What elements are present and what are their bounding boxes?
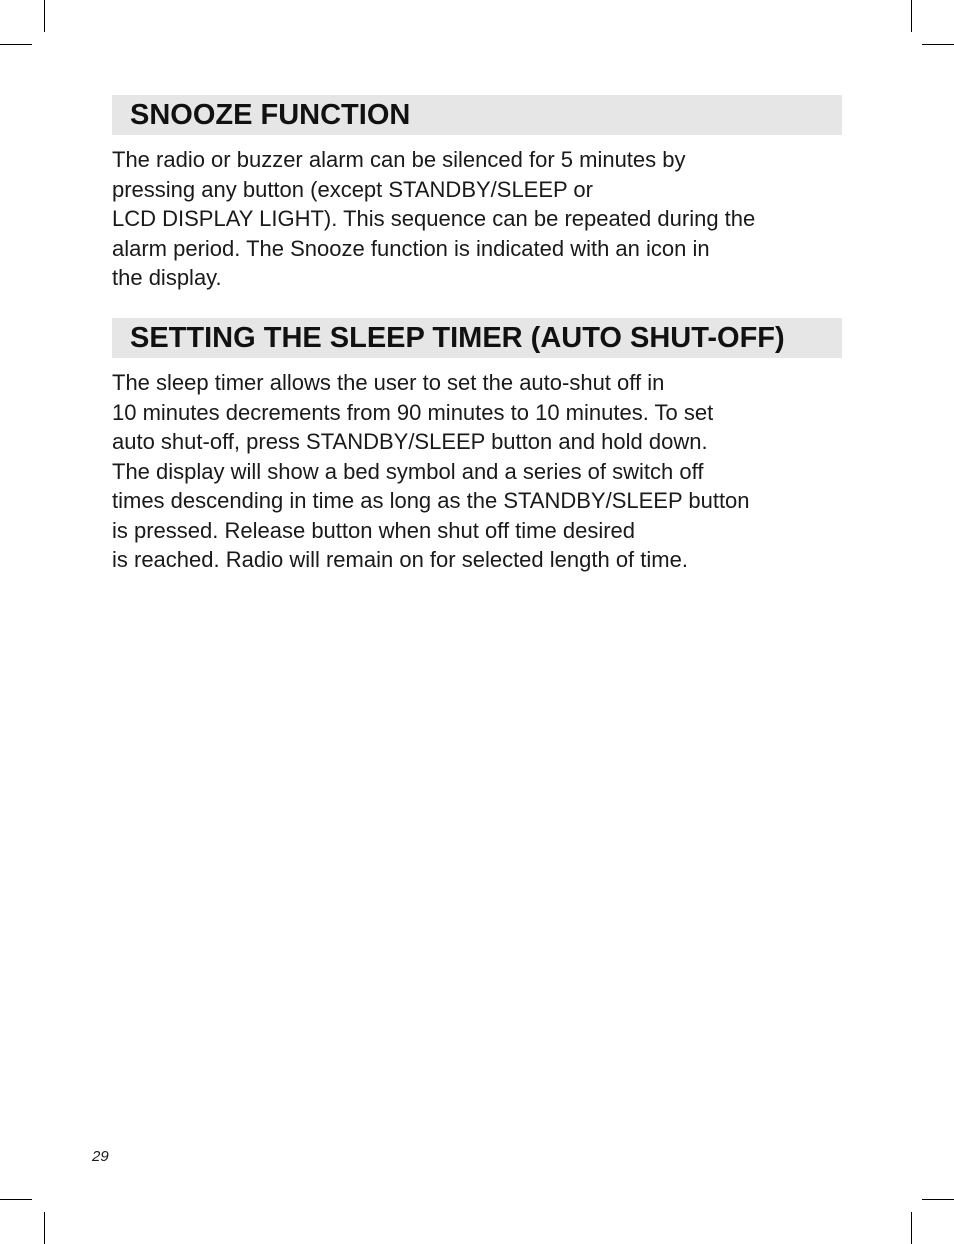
crop-mark-top-right-vertical [911, 0, 912, 32]
sleep-timer-heading: SETTING THE SLEEP TIMER (AUTO SHUT-OFF) [112, 318, 842, 358]
paragraph-line: the display. [112, 265, 222, 290]
paragraph-line: pressing any button (except STANDBY/SLEEP or [112, 176, 593, 202]
paragraph-line: The display will show a bed symbol and a series of switch off [112, 458, 704, 484]
paragraph-line: The sleep timer allows the user to set the auto-shut off in [112, 370, 665, 395]
crop-mark-top-left-horizontal [0, 44, 32, 45]
paragraph-line: is pressed. Release button when shut off time desired [112, 517, 636, 543]
snooze-function-heading: SNOOZE FUNCTION [112, 95, 842, 135]
paragraph-line: 10 minutes decrements from 90 minutes to 10 minutes. To set [112, 399, 714, 425]
paragraph-line: times descending in time as long as the STANDBY/SLEEP button [112, 488, 750, 513]
snooze-function-paragraph [112, 145, 842, 293]
paragraph-line: LCD DISPLAY LIGHT). This sequence can be repeated during the [112, 206, 756, 231]
page-number: 29 [92, 1148, 109, 1165]
crop-mark-top-left-vertical [44, 0, 45, 32]
crop-mark-bottom-right-vertical [911, 1212, 912, 1244]
crop-mark-top-right-horizontal [922, 44, 954, 45]
crop-mark-bottom-left-vertical [44, 1212, 45, 1244]
paragraph-line: auto shut-off, press STANDBY/SLEEP button and hold down. [112, 429, 708, 454]
paragraph-line: alarm period. The Snooze function is indicated with an icon in [112, 235, 710, 261]
paragraph-line: The radio or buzzer alarm can be silenced for 5 minutes by [112, 147, 686, 172]
crop-mark-bottom-right-horizontal [922, 1199, 954, 1200]
sleep-timer-paragraph [112, 368, 842, 575]
paragraph-line: is reached. Radio will remain on for selected length of time. [112, 547, 688, 572]
crop-mark-bottom-left-horizontal [0, 1199, 32, 1200]
